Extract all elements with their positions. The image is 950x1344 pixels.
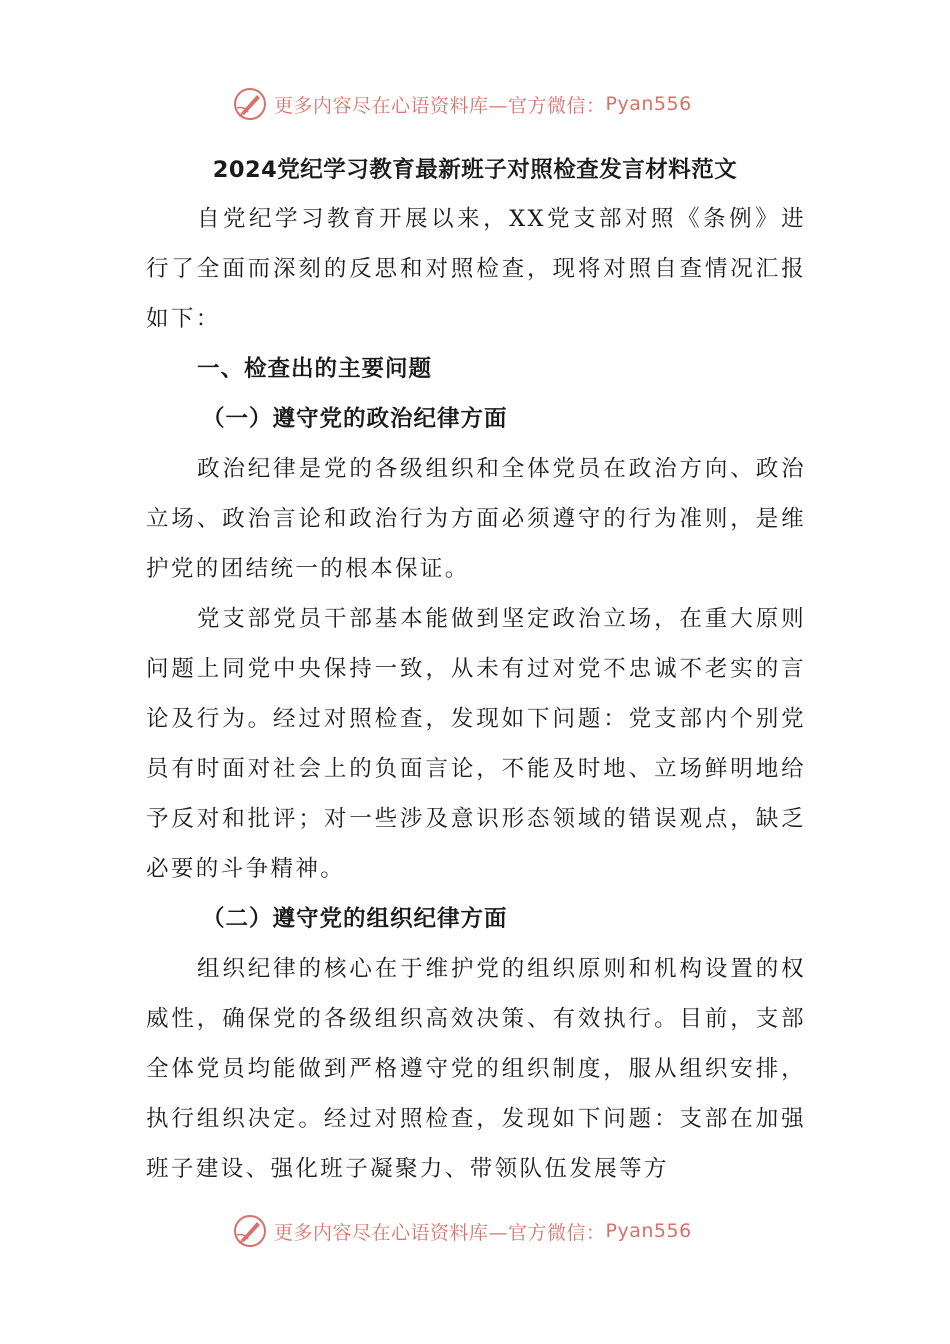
footer-watermark: [232, 1211, 732, 1251]
document-title: 2024党纪学习教育最新班子对照检查发言材料范文: [212, 157, 738, 183]
intro-paragraph: 自党纪学习教育开展以来，XX党支部对照《条例》进行了全面而深刻的反思和对照检查，现将对照自查情况汇报如下：: [146, 206, 806, 332]
quill-pen-logo-icon: [232, 86, 268, 122]
body-paragraph: 组织纪律的核心在于维护党的组织原则和机构设置的权威性，确保党的各级组织高效决策、有效执行。目前，支部全体党员均能做到严格遵守党的组织制度，服从组织安排，执行组织决定。经过对照检查，发现如下问题：支部在加强班子建设、强化班子凝聚力、带领队伍发展等方: [146, 956, 806, 1182]
watermark-text: 更多内容尽在心语资料库—官方微信：: [274, 1221, 606, 1244]
subsection-heading-political: （一）遵守党的政治纪律方面: [202, 406, 508, 432]
watermark-brand: Pyan556: [605, 1220, 692, 1242]
subsection-heading-organizational: （二）遵守党的组织纪律方面: [202, 906, 508, 932]
watermark-brand: Pyan556: [605, 93, 692, 115]
header-watermark: [232, 84, 732, 124]
document-body: [146, 194, 806, 1194]
section-heading: 一、检查出的主要问题: [197, 356, 433, 382]
body-paragraph: 党支部党员干部基本能做到坚定政治立场，在重大原则问题上同党中央保持一致，从未有过对党不忠诚不老实的言论及行为。经过对照检查，发现如下问题：党支部内个别党员有时面对社会上的负面言论，不能及时地、立场鲜明地给予反对和批评；对一些涉及意识形态领域的错误观点，缺乏必要的斗争精神。: [146, 606, 806, 882]
body-paragraph: 政治纪律是党的各级组织和全体党员在政治方向、政治立场、政治言论和政治行为方面必须遵守的行为准则，是维护党的团结统一的根本保证。: [146, 456, 806, 582]
watermark-text: 更多内容尽在心语资料库—官方微信：: [274, 94, 606, 117]
quill-pen-logo-icon: [232, 1213, 268, 1249]
